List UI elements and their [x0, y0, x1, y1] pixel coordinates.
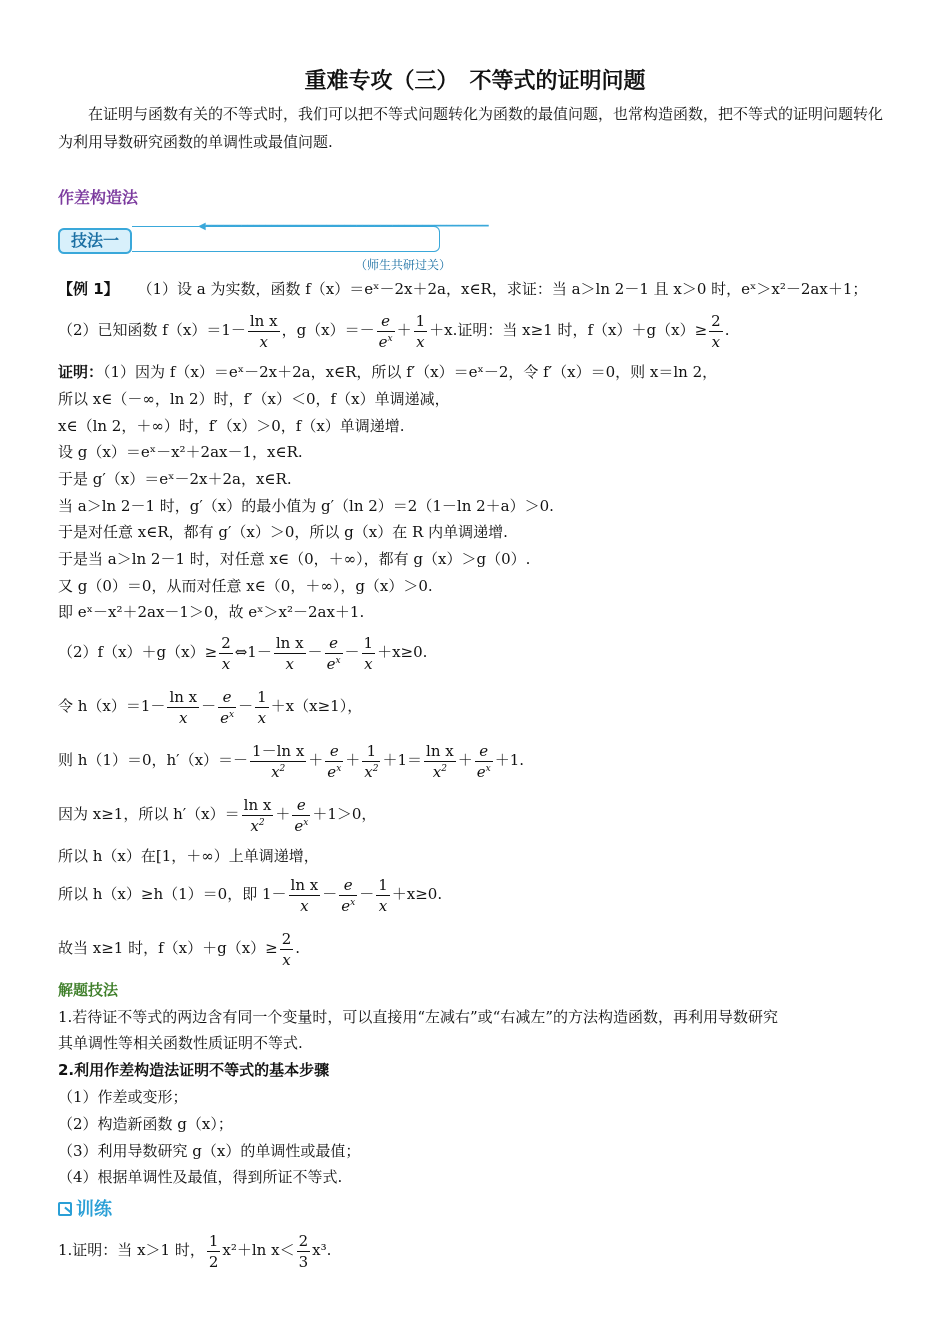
example-part2: （2）已知函数 f（x）＝1－ $\frac{\text{ln x}}{x}$ ，g（x）＝－ $\frac{e}{e^x}$ ＋ $\frac{1}{x}$ ＋x.证明：当 x≥1 时，f（x）＋g（x）≥ $\frac{2}{x}$ .: [58, 311, 730, 351]
method-step1: （1）作差或变形；: [58, 1088, 188, 1106]
proof-increasing: 所以 h（x）在[1，＋∞）上单调递增，: [58, 847, 319, 865]
method-point1-line1: 1.若待证不等式的两边含有同一个变量时，可以直接用“左减右”或“右减左”的方法构造函数，再利用导数研究: [58, 1008, 778, 1026]
method-point2: 2.利用作差构造法证明不等式的基本步骤: [58, 1061, 330, 1079]
training-heading: 训练: [58, 1200, 112, 1220]
proof-part2-equivalence: （2）f（x）＋g（x）≥ $\frac{2}{x}$ ⇔1－ $\frac{\text{ln x}}{x}$ － $\frac{e}{e^x}$ － $\frac{1}{x}$ ＋x≥0.: [58, 633, 428, 673]
intro-paragraph: 在证明与函数有关的不等式时，我们可以把不等式问题转化为函数的最值问题，也常构造函数，把不等式的证明问题转化为利用导数研究函数的单调性或最值问题.: [58, 105, 884, 151]
proof-line-1: 证明：（1）因为 f（x）＝eˣ－2x＋2a，x∈R，所以 f′（x）＝eˣ－2，令 f′（x）＝0，则 x＝ln 2，: [58, 363, 718, 381]
proof-h-derivative: 则 h（1）＝0，h′（x）＝－ $\frac{\text{1－ln x}}{x^2}$ ＋ $\frac{e}{e^x}$ ＋ $\frac{1}{x^2}$ ＋1＝ $\frac{\text{ln x}}{x^2}$ ＋ $\frac{e}{e^x}$ ＋1.: [58, 741, 525, 781]
fraction-2-over-x: $\frac{2}{x}$: [711, 311, 721, 351]
proof-line-6: 当 a＞ln 2－1 时，g′（x）的最小值为 g′（ln 2）＝2（1－ln 2＋a）＞0.: [58, 497, 554, 515]
example-part2-prefix: （2）已知函数 f（x）＝1－: [58, 321, 246, 339]
page-title: 重难专攻（三） 不等式的证明问题: [304, 69, 646, 94]
technique-note: （师生共研过关）: [355, 258, 452, 272]
technique-banner: [58, 221, 489, 256]
example-part2-mid1: ，g（x）＝－: [281, 321, 375, 339]
proof-h-definition: 令 h（x）＝1－ $\frac{\text{ln x}}{x}$ － $\frac{e}{e^x}$ － $\frac{1}{x}$ ＋x（x≥1），: [58, 687, 363, 727]
method-step3: （3）利用导数研究 g（x）的单调性或最值；: [58, 1142, 361, 1160]
proof-h-derivative-positive: 因为 x≥1，所以 h′（x）＝ $\frac{\text{ln x}}{x^2}$ ＋ $\frac{e}{e^x}$ ＋1＞0，: [58, 795, 377, 835]
proof-line-7: 于是对任意 x∈R，都有 g′（x）＞0，所以 g（x）在 R 内单调递增.: [58, 523, 508, 541]
proof-line-5: 于是 g′（x）＝eˣ－2x＋2a，x∈R.: [58, 470, 292, 488]
technique-label: 技法一: [58, 228, 132, 254]
section-heading: 作差构造法: [58, 188, 139, 207]
method-step4: （4）根据单调性及最值，得到所证不等式.: [58, 1168, 343, 1186]
arrow-left-icon: ◀━━━━━━━━━━━━━━━━━━━━━━━━━━━━━━━━━━━━━━━━━━━━━━━: [198, 221, 489, 232]
proof-label: 证明：: [58, 363, 104, 381]
proof-conclusion: 故当 x≥1 时，f（x）＋g（x）≥ $\frac{2}{x}$ .: [58, 929, 301, 969]
example-label: 【例 1】: [58, 280, 119, 298]
fraction-e-over-ex: $\frac{e}{e^x}$: [378, 311, 393, 351]
method-step2: （2）构造新函数 g（x）；: [58, 1115, 233, 1133]
proof-line-8: 于是当 a＞ln 2－1 时，对任意 x∈（0，＋∞），都有 g（x）＞g（0）.: [58, 550, 531, 568]
proof-h-nonnegative: 所以 h（x）≥h（1）＝0，即 1－ $\frac{\text{ln x}}{x}$ － $\frac{e}{e^x}$ － $\frac{1}{x}$ ＋x≥0.: [58, 875, 443, 915]
training-question-1: 1.证明：当 x＞1 时， $\frac{1}{2}$ x²＋ln x＜ $\frac{2}{3}$ x³.: [58, 1231, 332, 1271]
proof-line-9: 又 g（0）＝0，从而对任意 x∈（0，＋∞），g（x）＞0.: [58, 577, 433, 595]
fraction-lnx-over-x: $\frac{\text{ln x}}{x}$: [249, 311, 278, 351]
example-part1-text: （1）设 a 为实数，函数 f（x）＝eˣ－2x＋2a，x∈R，求证：当 a＞ln 2－1 且 x＞0 时，eˣ＞x²－2ax＋1；: [137, 280, 868, 298]
proof-line-4: 设 g（x）＝eˣ－x²＋2ax－1，x∈R.: [58, 443, 303, 461]
pencil-icon: [58, 1202, 72, 1216]
proof-line-10: 即 eˣ－x²＋2ax－1＞0，故 eˣ＞x²－2ax＋1.: [58, 603, 365, 621]
method-point1-line2: 其单调性等相关函数性质证明不等式.: [58, 1034, 303, 1052]
proof-line-3: x∈（ln 2，＋∞）时，f′（x）＞0，f（x）单调递增.: [58, 417, 405, 435]
proof-line-2: 所以 x∈（－∞，ln 2）时，f′（x）＜0，f（x）单调递减，: [58, 390, 450, 408]
example-part1: [58, 279, 867, 299]
method-heading: 解题技法: [58, 981, 119, 999]
fraction-1-over-x: $\frac{1}{x}$: [415, 311, 426, 351]
example-part2-mid2: ＋x.证明：当 x≥1 时，f（x）＋g（x）≥: [429, 321, 708, 339]
